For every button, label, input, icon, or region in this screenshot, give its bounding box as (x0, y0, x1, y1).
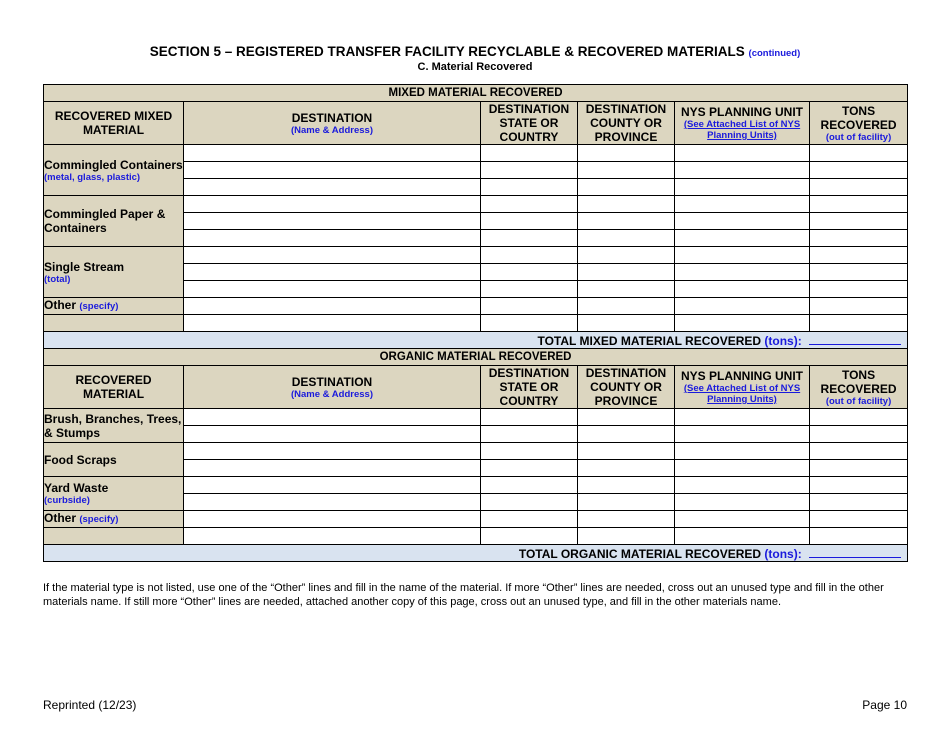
row-label-brush (44, 409, 184, 443)
organic-total-input[interactable] (809, 546, 901, 558)
row-label-text: Single Stream (44, 259, 125, 274)
state-cell[interactable] (481, 298, 578, 315)
tons-cell[interactable] (810, 511, 908, 528)
row-label-blank[interactable] (44, 528, 184, 545)
planning-unit-cell[interactable] (675, 196, 810, 213)
tons-cell[interactable] (810, 179, 908, 196)
planning-unit-cell[interactable] (675, 511, 810, 528)
col-recovered-material: RECOVERED MATERIAL (44, 366, 184, 409)
county-cell[interactable] (578, 162, 675, 179)
planning-unit-cell[interactable] (675, 443, 810, 460)
county-cell[interactable] (578, 494, 675, 511)
planning-unit-cell[interactable] (675, 213, 810, 230)
county-cell[interactable] (578, 281, 675, 298)
planning-unit-cell[interactable] (675, 247, 810, 264)
row-label-note: (specify) (79, 301, 119, 312)
planning-unit-cell[interactable] (675, 230, 810, 247)
county-cell[interactable] (578, 230, 675, 247)
table-row (44, 315, 908, 332)
destination-cell[interactable] (184, 409, 481, 426)
tons-cell[interactable] (810, 145, 908, 162)
state-cell[interactable] (481, 196, 578, 213)
destination-cell[interactable] (184, 247, 481, 264)
section-subtitle: C. Material Recovered (417, 61, 533, 73)
row-label-text: Brush, Branches, Trees, & Stumps (44, 411, 182, 440)
col-tons-recovered (810, 366, 908, 409)
table-row (44, 247, 908, 264)
mixed-column-header-row (44, 102, 908, 145)
destination-cell[interactable] (184, 179, 481, 196)
mixed-band-row (44, 85, 908, 102)
table-row (44, 145, 908, 162)
tons-cell[interactable] (810, 426, 908, 443)
row-label-note: (specify) (79, 514, 119, 525)
row-label-food-scraps (44, 443, 184, 477)
tons-cell[interactable] (810, 477, 908, 494)
col-planning-unit-label: NYS PLANNING UNIT (680, 105, 803, 119)
state-cell[interactable] (481, 213, 578, 230)
state-cell[interactable] (481, 179, 578, 196)
destination-cell[interactable] (184, 264, 481, 281)
row-label-blank[interactable] (44, 315, 184, 332)
tons-cell[interactable] (810, 264, 908, 281)
county-cell[interactable] (578, 443, 675, 460)
col-destination (184, 366, 481, 409)
row-label-text: Other (44, 298, 77, 312)
planning-unit-cell[interactable] (675, 179, 810, 196)
county-cell[interactable] (578, 409, 675, 426)
destination-cell[interactable] (184, 426, 481, 443)
state-cell[interactable] (481, 162, 578, 179)
destination-cell[interactable] (184, 281, 481, 298)
mixed-total-input[interactable] (809, 333, 901, 345)
county-cell[interactable] (578, 315, 675, 332)
planning-unit-cell[interactable] (675, 298, 810, 315)
tons-cell[interactable] (810, 162, 908, 179)
tons-cell[interactable] (810, 196, 908, 213)
tons-cell[interactable] (810, 230, 908, 247)
col-tons-label: TONS RECOVERED (820, 103, 897, 132)
planning-unit-cell[interactable] (675, 460, 810, 477)
planning-unit-cell[interactable] (675, 145, 810, 162)
state-cell[interactable] (481, 494, 578, 511)
continued-note: (continued) (748, 48, 801, 59)
state-cell[interactable] (481, 443, 578, 460)
col-tons-note: (out of facility) (825, 131, 892, 143)
destination-cell[interactable] (184, 443, 481, 460)
col-destination-note: (Name & Address) (290, 124, 373, 136)
state-cell[interactable] (481, 247, 578, 264)
organic-band-row (44, 349, 908, 366)
table-row (44, 196, 908, 213)
state-cell[interactable] (481, 477, 578, 494)
destination-cell[interactable] (184, 494, 481, 511)
mixed-total-cell (44, 332, 908, 349)
col-destination-label: DESTINATION (291, 110, 373, 125)
county-cell[interactable] (578, 196, 675, 213)
row-label-text: Other (44, 511, 77, 525)
row-label-note: (metal, glass, plastic) (44, 171, 141, 183)
col-destination-county: DESTINATION COUNTY OR PROVINCE (578, 102, 675, 145)
tons-cell[interactable] (810, 528, 908, 545)
col-destination-state: DESTINATION STATE OR COUNTRY (481, 366, 578, 409)
row-label-commingled-containers (44, 145, 184, 196)
row-label-single-stream (44, 247, 184, 298)
table-row (44, 477, 908, 494)
destination-cell[interactable] (184, 528, 481, 545)
tons-cell[interactable] (810, 213, 908, 230)
tons-cell[interactable] (810, 247, 908, 264)
row-label-note: (total) (44, 273, 71, 285)
planning-unit-cell[interactable] (675, 494, 810, 511)
organic-band-title: ORGANIC MATERIAL RECOVERED (44, 349, 908, 366)
county-cell[interactable] (578, 511, 675, 528)
col-destination-state: DESTINATION STATE OR COUNTRY (481, 102, 578, 145)
planning-unit-cell[interactable] (675, 264, 810, 281)
table-row (44, 443, 908, 460)
destination-cell[interactable] (184, 196, 481, 213)
state-cell[interactable] (481, 426, 578, 443)
planning-units-link[interactable]: (See Attached List of NYS Planning Units) (683, 119, 801, 141)
col-planning-unit (675, 102, 810, 145)
destination-cell[interactable] (184, 315, 481, 332)
county-cell[interactable] (578, 298, 675, 315)
organic-total-row (44, 545, 908, 562)
col-planning-unit-label: NYS PLANNING UNIT (680, 369, 803, 383)
county-cell[interactable] (578, 477, 675, 494)
destination-cell[interactable] (184, 230, 481, 247)
planning-unit-cell[interactable] (675, 162, 810, 179)
planning-unit-cell[interactable] (675, 281, 810, 298)
county-cell[interactable] (578, 264, 675, 281)
table-row (44, 528, 908, 545)
organic-total-unit: (tons): (764, 546, 802, 561)
row-label-note: (curbside) (44, 495, 90, 506)
destination-cell[interactable] (184, 298, 481, 315)
row-label-yard-waste (44, 477, 184, 511)
county-cell[interactable] (578, 426, 675, 443)
state-cell[interactable] (481, 528, 578, 545)
table-row (44, 511, 908, 528)
county-cell[interactable] (578, 179, 675, 196)
reprinted-date: Reprinted (12/23) (43, 698, 137, 712)
planning-unit-cell[interactable] (675, 315, 810, 332)
row-label-commingled-paper (44, 196, 184, 247)
row-label-other[interactable] (44, 298, 184, 315)
planning-unit-cell[interactable] (675, 477, 810, 494)
tons-cell[interactable] (810, 460, 908, 477)
mixed-band-title: MIXED MATERIAL RECOVERED (44, 85, 908, 102)
state-cell[interactable] (481, 281, 578, 298)
planning-unit-cell[interactable] (675, 426, 810, 443)
destination-cell[interactable] (184, 145, 481, 162)
col-destination (184, 102, 481, 145)
county-cell[interactable] (578, 247, 675, 264)
page-header (0, 44, 950, 74)
col-recovered-mixed-material: RECOVERED MIXED MATERIAL (44, 102, 184, 145)
col-destination-note: (Name & Address) (290, 388, 373, 400)
mixed-total-label: TOTAL MIXED MATERIAL RECOVERED (537, 333, 762, 348)
col-destination-county: DESTINATION COUNTY OR PROVINCE (578, 366, 675, 409)
section-title-text: SECTION 5 – REGISTERED TRANSFER FACILITY RECYCLABLE & RECOVERED MATERIALS (149, 44, 745, 59)
state-cell[interactable] (481, 230, 578, 247)
page-number: Page 10 (862, 698, 907, 712)
row-label-text: Food Scraps (44, 452, 117, 467)
organic-total-label: TOTAL ORGANIC MATERIAL RECOVERED (518, 546, 762, 561)
organic-column-header-row (44, 366, 908, 409)
row-label-text: Commingled Paper & Containers (44, 207, 166, 235)
col-tons-recovered (810, 102, 908, 145)
state-cell[interactable] (481, 460, 578, 477)
planning-units-link[interactable]: (See Attached List of NYS Planning Units) (683, 383, 801, 405)
planning-unit-cell[interactable] (675, 528, 810, 545)
row-label-text: Yard Waste (44, 481, 109, 495)
county-cell[interactable] (578, 460, 675, 477)
row-label-text: Commingled Containers (44, 157, 183, 172)
col-tons-note: (out of facility) (825, 395, 892, 407)
state-cell[interactable] (481, 511, 578, 528)
destination-cell[interactable] (184, 477, 481, 494)
county-cell[interactable] (578, 528, 675, 545)
footnote: If the material type is not listed, use one of the “Other” lines and fill in the name of the material. If more “Other” lines are needed, cross out an unused type and fill in the other materials name. If still more “Other” lines are needed, attached another copy of this page, cross out an unused type, and fill in the other materials name. (43, 582, 884, 608)
organic-total-cell (44, 545, 908, 562)
county-cell[interactable] (578, 145, 675, 162)
destination-cell[interactable] (184, 460, 481, 477)
row-label-other[interactable] (44, 511, 184, 528)
tons-cell[interactable] (810, 409, 908, 426)
state-cell[interactable] (481, 315, 578, 332)
tons-cell[interactable] (810, 494, 908, 511)
mixed-total-row (44, 332, 908, 349)
col-planning-unit (675, 366, 810, 409)
mixed-material-table (43, 84, 908, 562)
tons-cell[interactable] (810, 315, 908, 332)
destination-cell[interactable] (184, 162, 481, 179)
planning-unit-cell[interactable] (675, 409, 810, 426)
table-row (44, 409, 908, 426)
destination-cell[interactable] (184, 213, 481, 230)
destination-cell[interactable] (184, 511, 481, 528)
state-cell[interactable] (481, 409, 578, 426)
tons-cell[interactable] (810, 298, 908, 315)
table-row (44, 298, 908, 315)
tons-cell[interactable] (810, 443, 908, 460)
state-cell[interactable] (481, 145, 578, 162)
county-cell[interactable] (578, 213, 675, 230)
col-tons-label: TONS RECOVERED (820, 367, 897, 396)
state-cell[interactable] (481, 264, 578, 281)
tons-cell[interactable] (810, 281, 908, 298)
col-destination-label: DESTINATION (291, 374, 373, 389)
mixed-total-unit: (tons): (764, 333, 802, 348)
section-title (0, 44, 950, 61)
